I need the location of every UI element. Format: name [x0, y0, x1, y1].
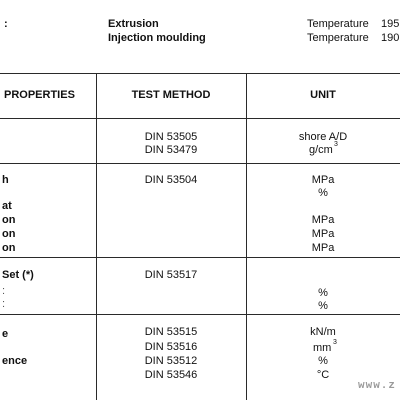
unit-cell: % — [318, 300, 328, 312]
property-label: on — [2, 228, 16, 240]
property-label: on — [2, 242, 16, 254]
property-label: h — [2, 174, 9, 186]
test-method-cell: DIN 53504 — [144, 174, 198, 186]
unit-cell: MPa — [311, 214, 335, 226]
unit-cell: °C — [316, 369, 330, 381]
unit-cell: MPa — [311, 174, 335, 186]
processing-colon: : — [4, 18, 8, 30]
group-divider — [0, 163, 400, 164]
test-method-cell: DIN 53515 — [144, 326, 198, 338]
unit-cell: g/cm — [309, 144, 333, 156]
group-divider — [0, 314, 400, 315]
unit-cell: shore A/D — [298, 131, 348, 143]
group-divider — [0, 257, 400, 258]
unit-cell: % — [318, 287, 328, 299]
property-label: at — [2, 200, 12, 212]
watermark: www.z — [358, 380, 397, 392]
test-method-cell: DIN 53517 — [144, 269, 198, 281]
test-method-cell: DIN 53516 — [144, 341, 198, 353]
property-label: e — [2, 328, 9, 340]
unit-cell: % — [318, 355, 328, 367]
header-test-method: TEST METHOD — [131, 89, 211, 101]
processing-method-injection: Injection moulding — [108, 32, 206, 44]
processing-method-extrusion: Extrusion — [108, 18, 159, 30]
header-unit: UNIT — [310, 89, 336, 101]
property-label: ence — [2, 355, 28, 367]
processing-param-injection: Temperature — [307, 32, 369, 44]
header-bottom-border — [0, 118, 400, 119]
test-method-cell: DIN 53512 — [144, 355, 198, 367]
test-method-cell: DIN 53505 — [144, 131, 198, 143]
unit-cell: % — [318, 187, 328, 199]
unit-superscript: 3 — [333, 339, 337, 346]
processing-param-extrusion: Temperature — [307, 18, 369, 30]
property-label: : — [2, 285, 6, 297]
property-label: : — [2, 298, 6, 310]
property-label: on — [2, 214, 16, 226]
processing-value-injection: 190 — [381, 32, 400, 44]
unit-cell: MPa — [311, 228, 335, 240]
test-method-cell: DIN 53546 — [144, 369, 198, 381]
unit-cell: MPa — [311, 242, 335, 254]
test-method-cell: DIN 53479 — [144, 144, 198, 156]
property-label: Set (*) — [2, 269, 34, 281]
unit-superscript: 3 — [334, 141, 338, 148]
table-top-border — [0, 73, 400, 74]
unit-cell: mm — [313, 342, 332, 354]
unit-cell: kN/m — [310, 326, 336, 338]
processing-value-extrusion: 195 — [381, 18, 400, 30]
header-properties: PROPERTIES — [4, 89, 75, 101]
